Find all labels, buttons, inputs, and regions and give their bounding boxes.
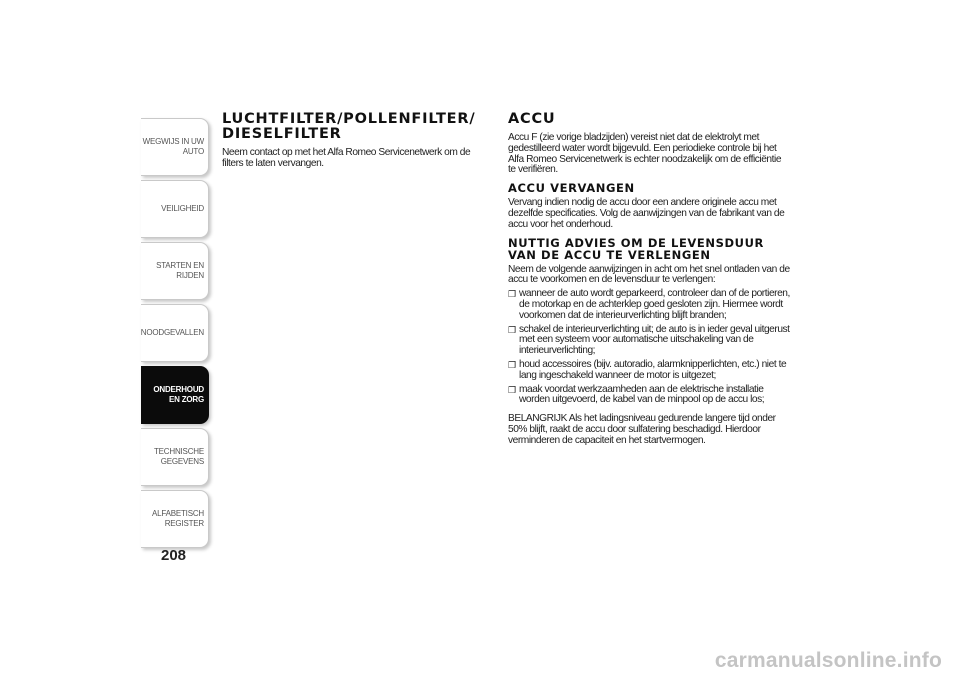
accu-heading: ACCU xyxy=(508,111,556,127)
tab-alfabetisch-register[interactable] xyxy=(141,490,209,548)
tab-technische-gegevens[interactable] xyxy=(141,428,209,486)
accu-advice-heading: NUTTIG ADVIES OM DE LEVENSDUUR VAN DE ACCU TE VERLENGEN xyxy=(508,235,764,262)
list-item xyxy=(508,325,790,357)
list-item-text: houd accessoires (bijv. autoradio, alarmknipperlichten, etc.) niet te lang ingeschakeld wanneer de motor is uitgezet; xyxy=(519,358,787,381)
tab-label: NOODGEVALLEN xyxy=(140,328,204,337)
tab-label: ONDERHOUD EN ZORG xyxy=(153,385,204,404)
tab-label: STARTEN EN RIJDEN xyxy=(156,261,204,280)
tab-label: TECHNISCHE GEGEVENS xyxy=(153,447,204,466)
tab-veiligheid[interactable] xyxy=(141,180,209,238)
checkbox-bullet-icon: ❒ xyxy=(508,324,516,335)
watermark: carmanualsonline.info xyxy=(714,649,942,672)
filter-body: Neem contact op met het Alfa Romeo Servicenetwerk om de filters te laten vervangen. xyxy=(222,147,471,169)
list-item xyxy=(508,289,790,321)
filter-heading: LUCHTFILTER/POLLENFILTER/ DIESELFILTER xyxy=(222,111,476,142)
accu-intro: Accu F (zie vorige bladzijden) vereist niet dat de elektrolyt met gedestilleerd water wordt bijgevuld. Een periodieke controle bij het Alfa Romeo Servicenetwerk is echter noodzakelijk om de efficiëntie te verifiëren. xyxy=(508,132,782,176)
tab-label: WEGWIJS IN UW AUTO xyxy=(142,137,204,156)
tab-label: ALFABETISCH REGISTER xyxy=(151,509,204,528)
list-item xyxy=(508,360,790,382)
tab-onderhoud-en-zorg[interactable] xyxy=(141,366,209,424)
accu-replace-heading: ACCU VERVANGEN xyxy=(508,181,635,196)
tab-label: VEILIGHEID xyxy=(161,204,204,213)
checkbox-bullet-icon: ❒ xyxy=(508,359,516,370)
accu-replace-body: Vervang indien nodig de accu door een andere originele accu met dezelfde specificaties. Volg de aanwijzingen van de fabrikant van de accu voor het onderhoud. xyxy=(508,197,785,230)
left-column xyxy=(222,112,490,173)
list-item xyxy=(508,385,790,407)
tab-wegwijs-in-uw-auto[interactable] xyxy=(141,118,209,176)
list-item-text: maak voordat werkzaamheden aan de elektrische installatie worden uitgevoerd, de kabel van de minpool op de accu los; xyxy=(519,383,765,406)
right-column xyxy=(508,112,790,450)
advice-list xyxy=(508,289,790,406)
tab-starten-en-rijden[interactable] xyxy=(141,242,209,300)
tab-noodgevallen[interactable] xyxy=(141,304,209,362)
page-number: 208 xyxy=(161,547,187,564)
checkbox-bullet-icon: ❒ xyxy=(508,289,516,300)
list-item-text: wanneer de auto wordt geparkeerd, controleer dan of de portieren, de motorkap en de achterklep goed gesloten zijn. Hiermee wordt voorkomen dat de interieurverlichting blijft branden; xyxy=(519,288,790,321)
checkbox-bullet-icon: ❒ xyxy=(508,384,516,395)
list-item-text: schakel de interieurverlichting uit; de auto is in ieder geval uitgerust met een systeem voor automatische uitschakeling van de interieurverlichting; xyxy=(519,323,790,357)
accu-advice-intro: Neem de volgende aanwijzingen in acht om het snel ontladen van de accu te voorkomen en de levensduur te verlengen: xyxy=(508,263,790,286)
important-note: BELANGRIJK Als het ladingsniveau gedurende langere tijd onder 50% blijft, raakt de accu door sulfatering beschadigd. Hierdoor verminderen de capaciteit en het startvermogen. xyxy=(508,413,776,446)
